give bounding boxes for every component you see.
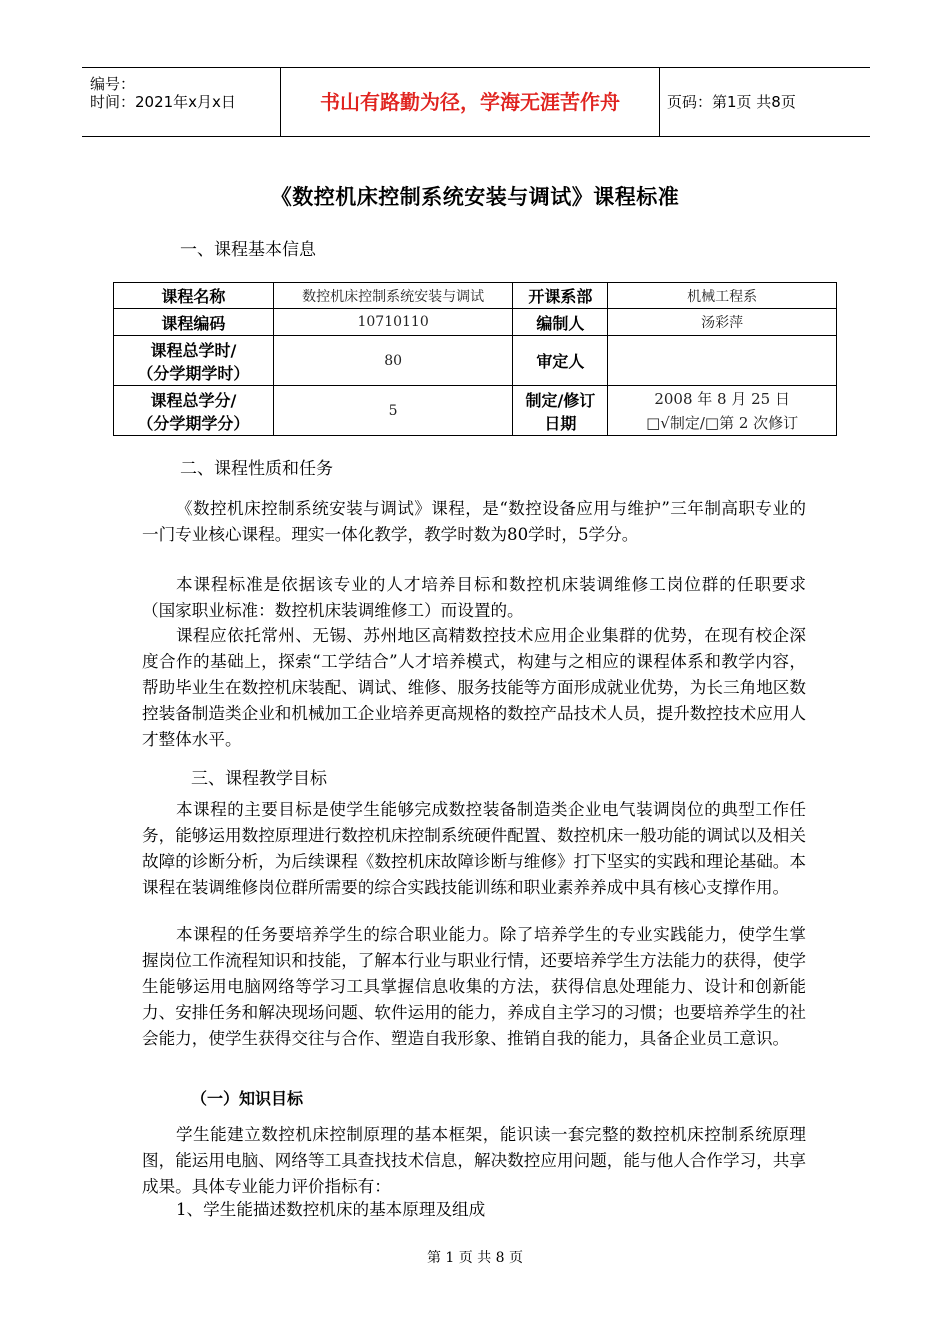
date-label-line-2: 日期: [544, 413, 577, 433]
list-item: 1、学生能描述数控机床的基本原理及组成: [176, 1200, 486, 1219]
paragraph: 课程应依托常州、无锡、苏州地区高精数控技术应用企业集群的优势，在现有校企深度合作的基础上，探索“工学结合”人才培养模式，构建与之相应的课程体系和教学内容，帮助毕业生在数控机床装配、调试、维修、服务技能等方面形成就业优势，为长三角地区数控装备制造类企业和机械加工企业培养更高规格的数控产品技术人员，提升数控技术应用人才整体水平。: [142, 626, 806, 749]
author-value: 汤彩萍: [608, 309, 837, 336]
time-label: 时间：2021年x月x日: [90, 93, 236, 111]
course-code-label: 课程编码: [114, 309, 274, 336]
table-row: [114, 386, 837, 436]
date-label-line-1: 制定/修订: [525, 390, 596, 410]
section-heading-2: 二、课程性质和任务: [180, 459, 333, 479]
credits-label: [114, 386, 274, 436]
paragraph: 本课程的主要目标是使学生能够完成数控装备制造类企业电气装调岗位的典型工作任务，能够运用数控原理进行数控机床控制系统硬件配置、数控机床一般功能的调试以及相关故障的诊断分析，为后续课程《数控机床故障诊断与维修》打下坚实的实践和理论基础。本课程在装调维修岗位群所需要的综合实践技能训练和职业素养养成中具有核心支撑作用。: [142, 800, 806, 897]
hours-label: [114, 336, 274, 386]
paragraph: 学生能建立数控机床控制原理的基本框架，能识读一套完整的数控机床控制系统原理图，能运用电脑、网络等工具查找技术信息，解决数控应用问题，能与他人合作学习，共享成果。具体专业能力评价指标有：: [142, 1125, 806, 1196]
motto: 书山有路勤为径，学海无涯苦作舟: [280, 68, 660, 136]
section-heading-3: 三、课程教学目标: [191, 769, 327, 789]
date-value-line-1: 2008 年 8 月 25 日: [654, 389, 790, 408]
paragraph: 《数控机床控制系统安装与调试》课程，是“数控设备应用与维护”三年制高职专业的一门专业核心课程。理实一体化教学，教学时数为80学时，5学分。: [142, 499, 806, 544]
course-info-table: [113, 282, 837, 436]
section-heading-1: 一、课程基本信息: [180, 240, 316, 260]
page-header: [82, 67, 870, 137]
course-code-value: 10710110: [273, 309, 513, 336]
credits-value: 5: [273, 386, 513, 436]
author-label: 编制人: [513, 309, 608, 336]
table-row: [114, 283, 837, 309]
course-name-value: 数控机床控制系统安装与调试: [273, 283, 513, 309]
reviewer-label: 审定人: [513, 336, 608, 386]
table-row: [114, 309, 837, 336]
paragraph: 本课程的任务要培养学生的综合职业能力。除了培养学生的专业实践能力，使学生掌握岗位工作流程知识和技能，了解本行业与职业行情，还要培养学生方法能力的获得，使学生能够运用电脑网络等学习工具掌握信息收集的方法，获得信息处理能力、设计和创新能力、安排任务和解决现场问题、软件运用的能力，养成自主学习的习惯；也要培养学生的社会能力，使学生获得交往与合作、塑造自我形象、推销自我的能力，具备企业员工意识。: [142, 925, 806, 1048]
credits-label-line-1: 课程总学分/: [150, 390, 237, 410]
doc-title: 《数控机床控制系统安装与调试》课程标准: [270, 185, 680, 209]
header-meta: [82, 68, 280, 136]
page-counter: 页码：第1页 共8页: [667, 93, 796, 111]
page-footer: 第 1 页 共 8 页: [426, 1250, 524, 1266]
number-label: 编号：: [90, 75, 136, 93]
course-name-label: 课程名称: [114, 283, 274, 309]
hours-label-line-1: 课程总学时/: [150, 340, 237, 360]
paragraph: 本课程标准是依据该专业的人才培养目标和数控机床装调维修工岗位群的任职要求（国家职业标准：数控机床装调维修工）而设置的。: [142, 575, 806, 620]
hours-label-line-2: （分学期学时）: [137, 363, 250, 383]
date-value-line-2: □√制定/□第 2 次修订: [646, 413, 799, 432]
dept-label: 开课系部: [513, 283, 608, 309]
credits-label-line-2: （分学期学分）: [137, 413, 250, 433]
hours-value: 80: [273, 336, 513, 386]
subsection-heading-knowledge: （一）知识目标: [191, 1089, 304, 1108]
dept-value: 机械工程系: [608, 283, 837, 309]
reviewer-value: [608, 336, 837, 386]
date-value: [608, 386, 837, 436]
table-row: [114, 336, 837, 386]
date-label: [513, 386, 608, 436]
